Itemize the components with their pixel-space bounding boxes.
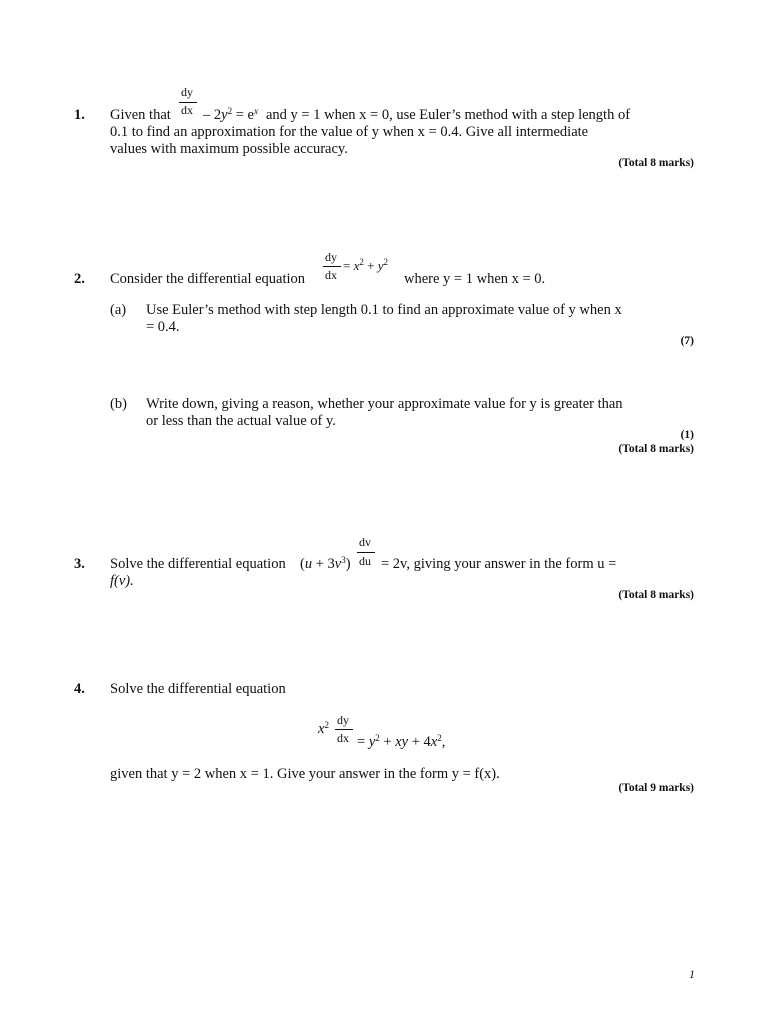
question-number: 1. [74,107,85,123]
question-text: where y = 1 when x = 0. [404,271,546,287]
question-text: 0.1 to find an approximation for the value of y when x = 0.4. Give all intermediate [110,124,589,140]
equation: – $2y^2 = e^x$ [203,106,258,123]
equation: = $x^2 + y^2$ [343,257,388,273]
fraction-bar [335,729,353,730]
question-number: 4. [74,681,85,697]
question-text: values with maximum possible accuracy. [110,141,348,157]
question-number: 3. [74,556,85,572]
part-label: (b) [110,396,127,412]
question-text: = 2v, giving your answer in the form u = [381,556,617,572]
fraction-denominator: dx [337,731,349,745]
question-text: given that y = 2 when x = 1. Give your answer in the form y = f(x). [110,766,500,782]
part-text: = 0.4. [146,319,180,335]
fraction-numerator: dy [337,713,349,727]
part-label: (a) [110,302,127,318]
question-text: f(v). [110,573,134,589]
question-text: and y = 1 when x = 0, use Euler’s method with a step length of [266,107,631,123]
fraction-numerator: dv [359,535,371,549]
page-number: 1 [689,967,695,981]
question-text: Consider the differential equation [110,271,306,287]
total-marks: (Total 8 marks) [618,157,694,169]
equation: $x^2$ [318,720,329,737]
equation: = $y^2$ + xy + $4x^2$, [357,733,446,750]
part-marks: (1) [680,429,694,441]
fraction-bar [357,552,375,553]
equation: $(u + 3v^3)$ [300,555,351,572]
fraction-denominator: dx [181,103,193,117]
fraction-numerator: dy [325,250,337,264]
question-text: Given that [110,107,171,123]
question-text: Solve the differential equation [110,556,286,572]
fraction-denominator: dx [325,268,337,282]
question-text: Solve the differential equation [110,681,286,697]
total-marks: (Total 8 marks) [618,443,694,455]
question-number: 2. [74,271,85,287]
fraction-denominator: du [359,554,371,568]
part-marks: (7) [680,335,694,347]
total-marks: (Total 8 marks) [618,589,694,601]
total-marks: (Total 9 marks) [618,782,694,794]
fraction-numerator: dy [181,85,193,99]
fraction-bar [323,266,341,267]
part-text: or less than the actual value of y. [146,413,336,429]
part-text: Write down, giving a reason, whether your approximate value for y is greater than [146,396,623,412]
part-text: Use Euler’s method with step length 0.1 to find an approximate value of y when x [146,302,622,318]
